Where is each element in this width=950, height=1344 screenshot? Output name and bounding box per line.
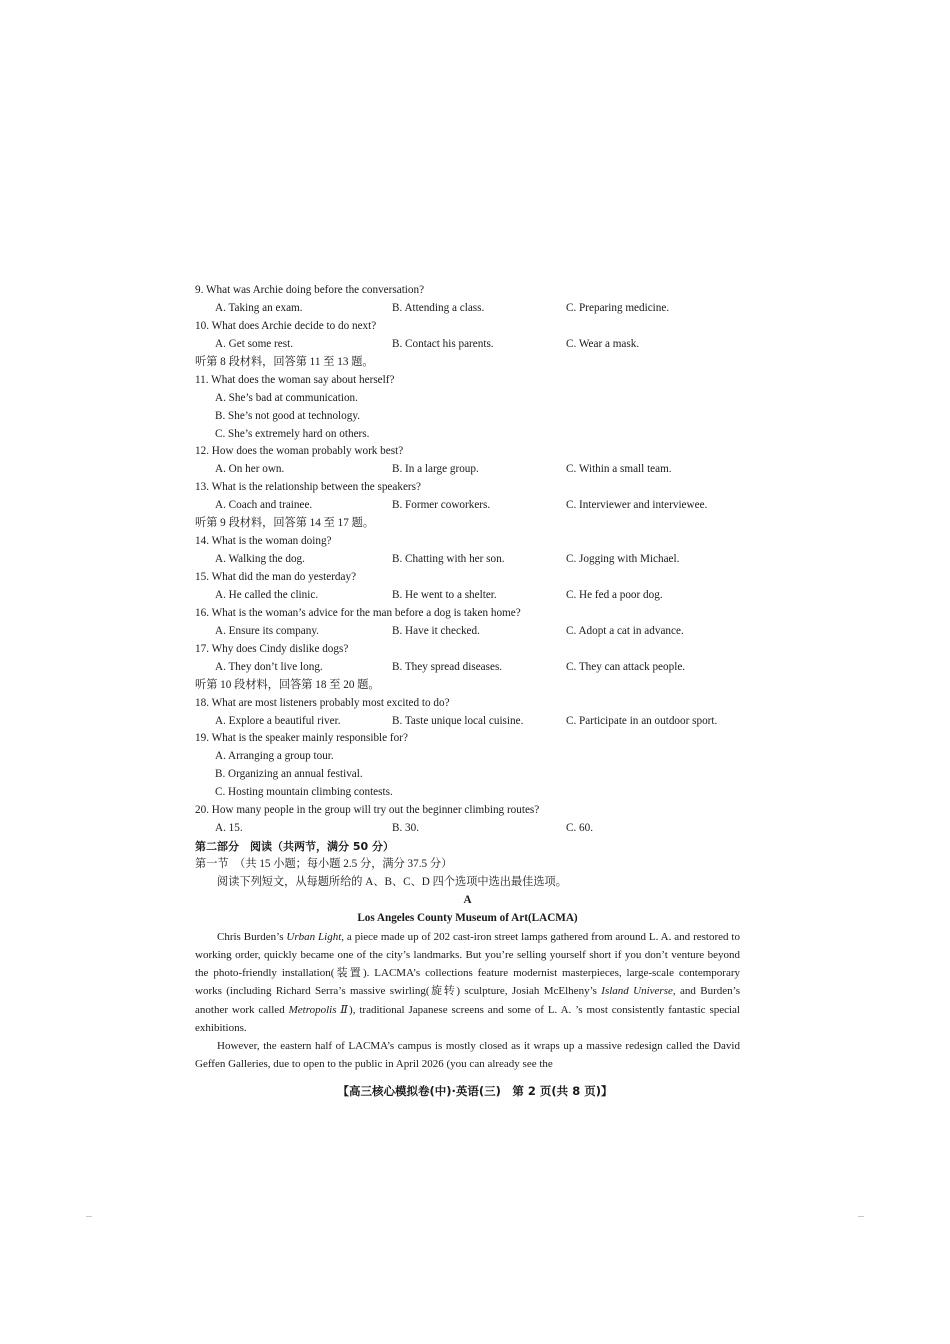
- option-b: B. Attending a class.: [392, 301, 485, 314]
- question-stem: 20. How many people in the group will try out the beginner climbing routes?: [195, 804, 540, 817]
- option-b: B. Organizing an annual festival.: [215, 768, 363, 781]
- options-row: [195, 820, 740, 838]
- option-b: B. In a large group.: [392, 463, 479, 476]
- option-a: A. Taking an exam.: [215, 301, 303, 314]
- passage-letter: A: [463, 893, 472, 906]
- option-a: A. She’s bad at communication.: [215, 391, 358, 404]
- question-stem: 18. What are most listeners probably most excited to do?: [195, 696, 450, 709]
- options-row: [195, 300, 740, 318]
- option-a: A. They don’t live long.: [215, 660, 323, 673]
- option-b: B. Taste unique local cuisine.: [392, 714, 524, 727]
- options-row: [195, 659, 740, 677]
- options-row: [195, 551, 740, 569]
- option-b: B. She’s not good at technology.: [215, 409, 361, 422]
- question-stem: 14. What is the woman doing?: [195, 535, 332, 548]
- option-a: A. Explore a beautiful river.: [215, 714, 341, 727]
- question-stem: 12. How does the woman probably work best?: [195, 445, 404, 458]
- question-stem: 15. What did the man do yesterday?: [195, 571, 357, 583]
- option-c: C. They can attack people.: [566, 660, 686, 673]
- options-row: [195, 336, 740, 354]
- option-a: A. He called the clinic.: [215, 588, 319, 601]
- option-c: C. She’s extremely hard on others.: [215, 427, 370, 440]
- section-title: 第一节 （共 15 小题；每小题 2.5 分，满分 37.5 分）: [195, 858, 453, 870]
- option-c: C. Within a small team.: [566, 463, 672, 476]
- option-a: A. Walking the dog.: [215, 553, 305, 566]
- options-row: [195, 713, 740, 731]
- option-a: A. Coach and trainee.: [215, 499, 313, 512]
- option-c: C. Interviewer and interviewee.: [566, 499, 708, 512]
- passage-title: Los Angeles County Museum of Art(LACMA): [357, 911, 578, 924]
- option-b: B. Former coworkers.: [392, 499, 491, 512]
- question-stem: 9. What was Archie doing before the conversation?: [195, 284, 425, 296]
- question-stem: 19. What is the speaker mainly responsible for?: [195, 732, 408, 745]
- question-stem: 16. What is the woman’s advice for the man before a dog is taken home?: [195, 606, 521, 619]
- option-b: B. Have it checked.: [392, 624, 480, 637]
- passage-paragraph-1: Chris Burden’s Urban Light, a piece made up of 202 cast-iron street lamps gathered from around L. A. and restored to working order, quickly became one of the city’s landmarks. But you’re selling yourself short if you don’t venture beyond the photo-friendly installation(装置). LACMA’s collections feature modernist masterpieces, large-scale contemporary works (including Richard Serra’s massive swirling(旋转) sculpture, Josiah McElheny’s Island Universe, and Burden’s another work called Metropolis Ⅱ), traditional Japanese screens and some of L. A. ’s most consistently fantastic special exhibitions.: [195, 930, 740, 1034]
- option-b: B. He went to a shelter.: [392, 588, 497, 601]
- question-stem: 17. Why does Cindy dislike dogs?: [195, 642, 349, 655]
- option-a: A. 15.: [215, 822, 243, 835]
- listening-instruction: 听第 8 段材料，回答第 11 至 13 题。: [195, 355, 374, 368]
- options-row: [195, 497, 740, 515]
- options-row: [195, 623, 740, 641]
- options-row: [195, 461, 740, 479]
- option-a: A. Get some rest.: [215, 337, 293, 350]
- option-a: A. Arranging a group tour.: [215, 750, 334, 763]
- reading-instruction: 阅读下列短文，从每题所给的 A、B、C、D 四个选项中选出最佳选项。: [217, 875, 567, 888]
- question-stem: 11. What does the woman say about herself?: [195, 373, 395, 386]
- question-stem: 13. What is the relationship between the speakers?: [195, 481, 421, 494]
- options-row: [195, 587, 740, 605]
- page-footer: 【高三核心模拟卷(中)·英语(三) 第 2 页(共 8 页)】: [337, 1084, 613, 1098]
- option-c: C. Wear a mask.: [566, 337, 640, 350]
- option-c: C. Participate in an outdoor sport.: [566, 714, 718, 727]
- option-b: B. They spread diseases.: [392, 660, 503, 673]
- option-b: B. 30.: [392, 822, 420, 835]
- option-c: C. Hosting mountain climbing contests.: [215, 786, 393, 799]
- listening-instruction: 听第 9 段材料，回答第 14 至 17 题。: [195, 517, 375, 530]
- option-b: B. Contact his parents.: [392, 337, 494, 350]
- scan-mark-left: [86, 1216, 92, 1217]
- exam-page-body: [195, 282, 740, 1073]
- option-c: C. He fed a poor dog.: [566, 588, 663, 601]
- scan-mark-right: [858, 1216, 864, 1217]
- option-b: B. Chatting with her son.: [392, 553, 505, 566]
- part-title: 第二部分 阅读（共两节，满分 50 分）: [195, 840, 394, 854]
- listening-instruction: 听第 10 段材料，回答第 18 至 20 题。: [195, 678, 380, 691]
- option-c: C. Preparing medicine.: [566, 301, 670, 314]
- question-stem: 10. What does Archie decide to do next?: [195, 319, 377, 332]
- option-a: A. Ensure its company.: [215, 624, 319, 637]
- passage-paragraph-2: However, the eastern half of LACMA’s campus is mostly closed as it wraps up a massive redesign called the David Geffen Galleries, due to open to the public in April 2026 (you can already see the: [195, 1039, 740, 1071]
- option-c: C. Adopt a cat in advance.: [566, 624, 684, 637]
- option-a: A. On her own.: [215, 463, 285, 476]
- option-c: C. 60.: [566, 822, 594, 835]
- option-c: C. Jogging with Michael.: [566, 553, 680, 566]
